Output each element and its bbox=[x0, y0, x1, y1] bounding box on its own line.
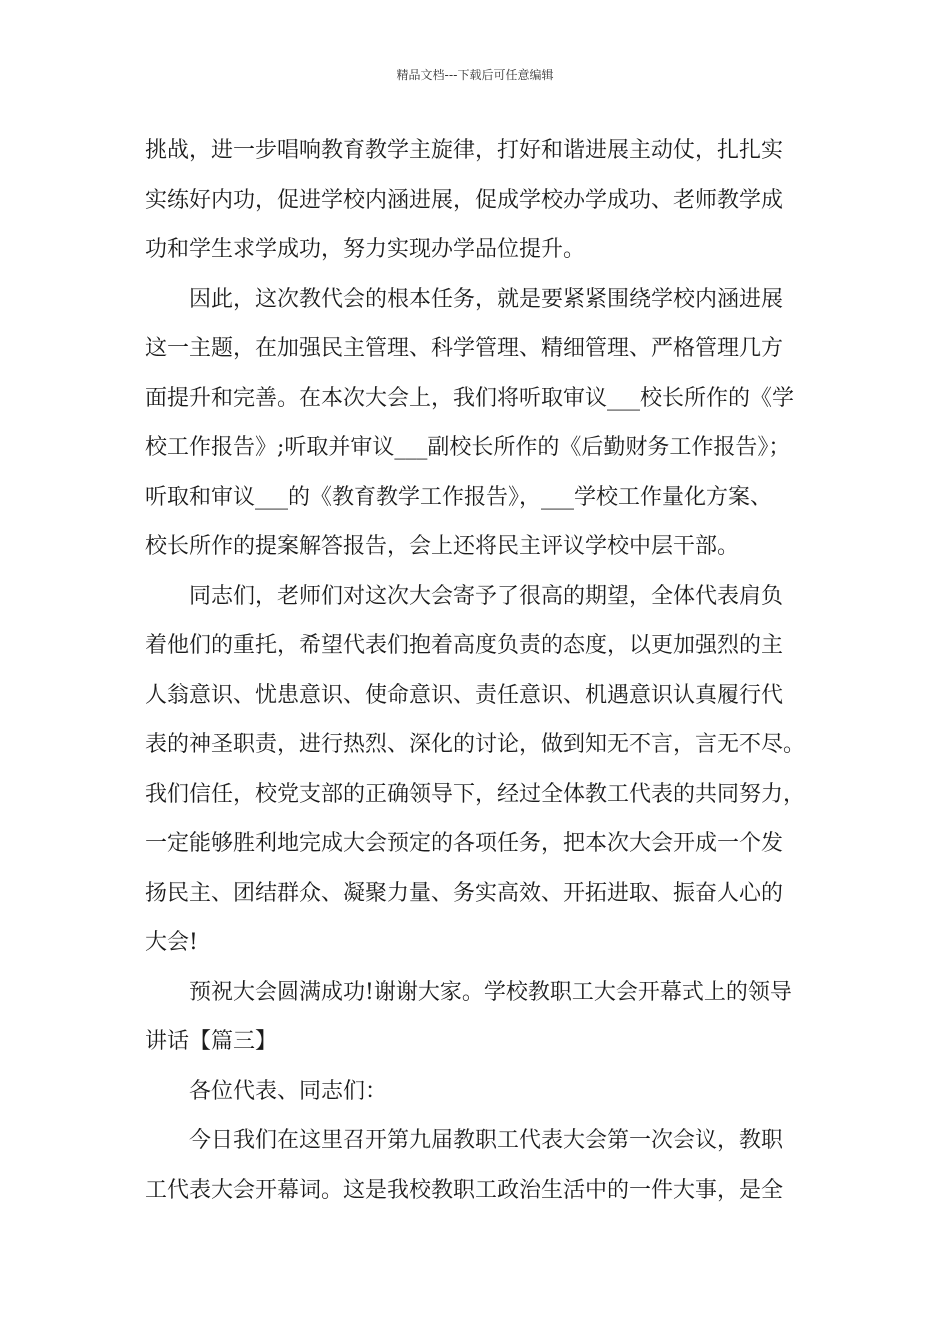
text-line: 大会! bbox=[145, 930, 198, 955]
text-line: 挑战，进一步唱响教育教学主旋律，打好和谐进展主动仗，扎扎实 bbox=[145, 138, 784, 163]
text-line: 面提升和完善。在本次大会上，我们将听取审议___校长所作的《学 bbox=[145, 385, 795, 411]
paragraph-start-line: 因此，这次教代会的根本任务，就是要紧紧围绕学校内涵进展 bbox=[189, 286, 784, 312]
text-line: 着他们的重托，希望代表们抱着高度负责的态度，以更加强烈的主 bbox=[145, 633, 784, 658]
page-header: 精品文档---下载后可任意编辑 bbox=[396, 68, 554, 82]
paragraph-start-line: 今日我们在这里召开第九届教职工代表大会第一次会议，教职 bbox=[189, 1128, 784, 1153]
document-body bbox=[145, 126, 825, 1215]
text-line: 工代表大会开幕词。这是我校教职工政治生活中的一件大事，是全 bbox=[145, 1177, 784, 1203]
text-line: 校长所作的提案解答报告，会上还将民主评议学校中层干部。 bbox=[145, 534, 740, 559]
salutation-line: 各位代表、同志们： bbox=[189, 1078, 388, 1104]
paragraph-start-line: 同志们，老师们对这次大会寄予了很高的期望，全体代表肩负 bbox=[189, 583, 784, 609]
text-line: 我们信任，校党支部的正确领导下，经过全体教工代表的共同努力， bbox=[145, 781, 806, 807]
text-line: 扬民主、团结群众、凝聚力量、务实高效、开拓进取、振奋人心的 bbox=[145, 880, 784, 906]
text-line: 这一主题，在加强民主管理、科学管理、精细管理、严格管理几方 bbox=[145, 336, 784, 361]
text-line: 听取和审议___的《教育教学工作报告》，___学校工作量化方案、 bbox=[145, 484, 773, 510]
text-line: 一定能够胜利地完成大会预定的各项任务，把本次大会开成一个发 bbox=[145, 831, 784, 856]
text-line: 人翁意识、忧患意识、使命意识、责任意识、机遇意识认真履行代 bbox=[145, 682, 784, 708]
text-line: 表的神圣职责，进行热烈、深化的讨论，做到知无不言，言无不尽。 bbox=[145, 732, 806, 757]
text-line: 实练好内功，促进学校内涵进展，促成学校办学成功、老师教学成 bbox=[145, 187, 784, 213]
text-line: 校工作报告》;听取并审议___副校长所作的《后勤财务工作报告》； bbox=[145, 435, 791, 460]
text-line: 功和学生求学成功，努力实现办学品位提升。 bbox=[145, 237, 586, 262]
section-title-line: 讲话【篇三】 bbox=[145, 1029, 278, 1054]
paragraph-start-line: 预祝大会圆满成功!谢谢大家。学校教职工大会开幕式上的领导 bbox=[189, 979, 792, 1005]
